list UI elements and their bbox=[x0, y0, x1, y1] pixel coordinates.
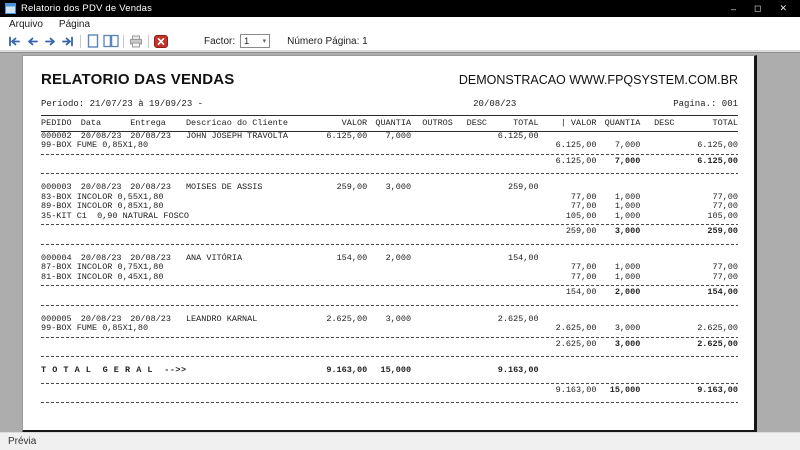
order-data: 20/08/23 bbox=[80, 130, 122, 141]
item-descricao: 81-BOX INCOLOR 0,45X1,80 bbox=[41, 271, 164, 282]
subtotal-valor: 2.625,00 bbox=[555, 338, 597, 349]
maximize-button[interactable]: ◻ bbox=[753, 3, 762, 13]
menubar bbox=[0, 17, 800, 32]
column-header: TOTAL bbox=[487, 116, 539, 131]
grand-total-row bbox=[41, 366, 738, 376]
minimize-button[interactable]: – bbox=[730, 3, 736, 14]
item-row bbox=[41, 141, 738, 151]
column-header: TOTAL bbox=[674, 116, 738, 131]
item-quantia: 3,000 bbox=[614, 323, 641, 333]
grand-total-valor: 9.163,00 bbox=[326, 365, 368, 375]
order-quantia: 3,000 bbox=[385, 182, 412, 192]
report-page bbox=[22, 55, 757, 432]
report-table bbox=[41, 116, 738, 405]
toolbar bbox=[0, 32, 800, 52]
subtotal-total: 6.125,00 bbox=[697, 155, 738, 166]
column-header: OUTROS bbox=[411, 116, 453, 131]
subtotal-total: 2.625,00 bbox=[697, 338, 738, 349]
order-valor: 2.625,00 bbox=[326, 313, 368, 324]
order-cliente: LEANDRO KARNAL bbox=[185, 313, 258, 324]
item-descricao: 99-BOX FUME 0,85X1,80 bbox=[41, 323, 149, 333]
grand-total-quantia: 15,000 bbox=[380, 365, 412, 375]
item-row bbox=[41, 212, 738, 222]
item-descricao: 87-BOX INCOLOR 0,75X1,80 bbox=[41, 262, 164, 272]
item-valor: 77,00 bbox=[570, 271, 597, 282]
item-descricao: 99-BOX FUME 0,85X1,80 bbox=[41, 140, 149, 150]
item-row bbox=[41, 324, 738, 334]
chevron-down-icon: ▾ bbox=[262, 38, 267, 45]
order-cliente: ANA VITÓRIA bbox=[185, 252, 243, 263]
print-icon[interactable] bbox=[127, 34, 145, 49]
close-preview-icon[interactable] bbox=[152, 34, 170, 49]
order-data: 20/08/23 bbox=[80, 252, 122, 263]
order-cliente: JOHN JOSEPH TRAVOLTA bbox=[185, 130, 288, 141]
last-page-icon[interactable] bbox=[59, 34, 77, 49]
subtotal-total: 154,00 bbox=[707, 287, 738, 297]
item-total: 77,00 bbox=[712, 262, 738, 272]
order-cliente: MOISES DE ASSIS bbox=[185, 182, 263, 192]
window-title: Relatorio dos PDV de Vendas bbox=[21, 3, 153, 14]
order-entrega: 20/08/23 bbox=[130, 313, 172, 324]
column-header: PEDIDO bbox=[41, 116, 81, 131]
item-quantia: 1,000 bbox=[614, 191, 641, 202]
order-total: 6.125,00 bbox=[497, 130, 539, 141]
column-header: Data bbox=[81, 116, 130, 131]
column-header: Entrega bbox=[130, 116, 186, 131]
item-total: 105,00 bbox=[707, 210, 738, 221]
order-pedido: 000004 bbox=[41, 252, 72, 263]
order-quantia: 2,000 bbox=[385, 252, 412, 263]
order-data: 20/08/23 bbox=[80, 182, 122, 192]
column-header: DESC bbox=[640, 116, 674, 131]
order-valor: 259,00 bbox=[336, 182, 368, 192]
item-quantia: 7,000 bbox=[614, 140, 641, 150]
grand-total-right-quantia: 15,000 bbox=[609, 384, 641, 395]
column-header: QUANTIA bbox=[596, 116, 640, 131]
order-pedido: 000002 bbox=[41, 130, 72, 141]
item-total: 77,00 bbox=[712, 201, 738, 211]
subtotal-quantia: 7,000 bbox=[614, 155, 641, 166]
toolbar-separator bbox=[80, 35, 81, 48]
first-page-icon[interactable] bbox=[5, 34, 23, 49]
dashed-separator bbox=[41, 399, 738, 405]
grand-total-right-total: 9.163,00 bbox=[697, 384, 738, 395]
item-valor: 77,00 bbox=[570, 201, 597, 211]
toolbar-separator bbox=[123, 35, 124, 48]
titlebar bbox=[0, 0, 800, 17]
order-entrega: 20/08/23 bbox=[130, 130, 172, 141]
next-page-icon[interactable] bbox=[41, 34, 59, 49]
item-descricao: 83-BOX INCOLOR 0,55X1,80 bbox=[41, 191, 164, 202]
factor-dropdown[interactable] bbox=[240, 34, 270, 48]
subtotal-row bbox=[41, 157, 738, 167]
order-total: 154,00 bbox=[507, 252, 539, 263]
factor-label: Factor: bbox=[204, 35, 236, 47]
item-total: 2.625,00 bbox=[697, 323, 738, 333]
order-entrega: 20/08/23 bbox=[130, 182, 172, 192]
column-header: QUANTIA bbox=[367, 116, 411, 131]
item-quantia: 1,000 bbox=[614, 210, 641, 221]
grand-total-right-row bbox=[41, 386, 738, 396]
subtotal-quantia: 2,000 bbox=[614, 287, 641, 297]
subtotal-total: 259,00 bbox=[707, 226, 738, 236]
order-total: 259,00 bbox=[507, 182, 539, 192]
subtotal-quantia: 3,000 bbox=[614, 338, 641, 349]
grand-total-right-valor: 9.163,00 bbox=[555, 384, 597, 395]
page-number-label: Número Página: 1 bbox=[287, 35, 368, 47]
subtotal-row bbox=[41, 340, 738, 350]
order-quantia: 7,000 bbox=[385, 130, 412, 141]
item-total: 77,00 bbox=[712, 271, 738, 282]
order-data: 20/08/23 bbox=[80, 313, 122, 324]
report-center-date: 20/08/23 bbox=[473, 99, 517, 109]
column-header: VALOR bbox=[314, 116, 368, 131]
item-quantia: 1,000 bbox=[614, 262, 641, 272]
report-title: RELATORIO DAS VENDAS bbox=[41, 71, 235, 88]
order-pedido: 000003 bbox=[41, 182, 72, 192]
toolbar-separator bbox=[148, 35, 149, 48]
item-valor: 105,00 bbox=[565, 210, 597, 221]
order-valor: 6.125,00 bbox=[326, 130, 368, 141]
subtotal-quantia: 3,000 bbox=[614, 226, 641, 236]
item-valor: 6.125,00 bbox=[555, 140, 597, 150]
item-total: 77,00 bbox=[712, 191, 738, 202]
close-button[interactable]: ✕ bbox=[779, 3, 787, 13]
menu-pagina[interactable]: Página bbox=[58, 19, 91, 30]
order-entrega: 20/08/23 bbox=[130, 252, 172, 263]
single-page-icon[interactable] bbox=[84, 34, 102, 49]
previous-page-icon[interactable] bbox=[23, 34, 41, 49]
report-watermark: DEMONSTRACAO WWW.FPQSYSTEM.COM.BR bbox=[458, 73, 738, 87]
factor-value: 1 bbox=[244, 36, 250, 46]
preview-area bbox=[0, 52, 800, 432]
grand-total-label: T O T A L G E R A L -->> bbox=[41, 365, 187, 375]
item-valor: 77,00 bbox=[570, 262, 597, 272]
column-header: Descricao do Cliente bbox=[186, 116, 314, 131]
statusbar bbox=[0, 432, 800, 450]
column-header: DESC bbox=[453, 116, 487, 131]
order-total: 2.625,00 bbox=[497, 313, 539, 324]
report-page-label: Pagina.: 001 bbox=[673, 99, 738, 109]
menu-arquivo[interactable]: Arquivo bbox=[9, 19, 43, 30]
app-icon bbox=[5, 3, 16, 14]
item-total: 6.125,00 bbox=[697, 140, 738, 150]
subtotal-valor: 259,00 bbox=[565, 226, 597, 236]
item-row bbox=[41, 273, 738, 283]
subtotal-valor: 154,00 bbox=[565, 287, 597, 297]
report-period: Período: 21/07/23 à 19/09/23 - bbox=[41, 99, 204, 109]
item-descricao: 89-BOX INCOLOR 0,85X1,80 bbox=[41, 201, 164, 211]
subtotal-row bbox=[41, 227, 738, 237]
column-header-row bbox=[41, 116, 738, 131]
order-quantia: 3,000 bbox=[385, 313, 412, 324]
statusbar-text: Prévia bbox=[8, 436, 37, 447]
grand-total-total: 9.163,00 bbox=[497, 365, 539, 375]
subtotal-row bbox=[41, 288, 738, 298]
item-valor: 77,00 bbox=[570, 191, 597, 202]
item-quantia: 1,000 bbox=[614, 271, 641, 282]
order-pedido: 000005 bbox=[41, 313, 72, 324]
item-quantia: 1,000 bbox=[614, 201, 641, 211]
column-header: | VALOR bbox=[539, 116, 597, 131]
item-descricao: 35-KIT C1 0,90 NATURAL FOSCO bbox=[41, 210, 189, 221]
subtotal-valor: 6.125,00 bbox=[555, 155, 597, 166]
two-pages-icon[interactable] bbox=[102, 34, 120, 49]
item-valor: 2.625,00 bbox=[555, 323, 597, 333]
order-valor: 154,00 bbox=[336, 252, 368, 263]
